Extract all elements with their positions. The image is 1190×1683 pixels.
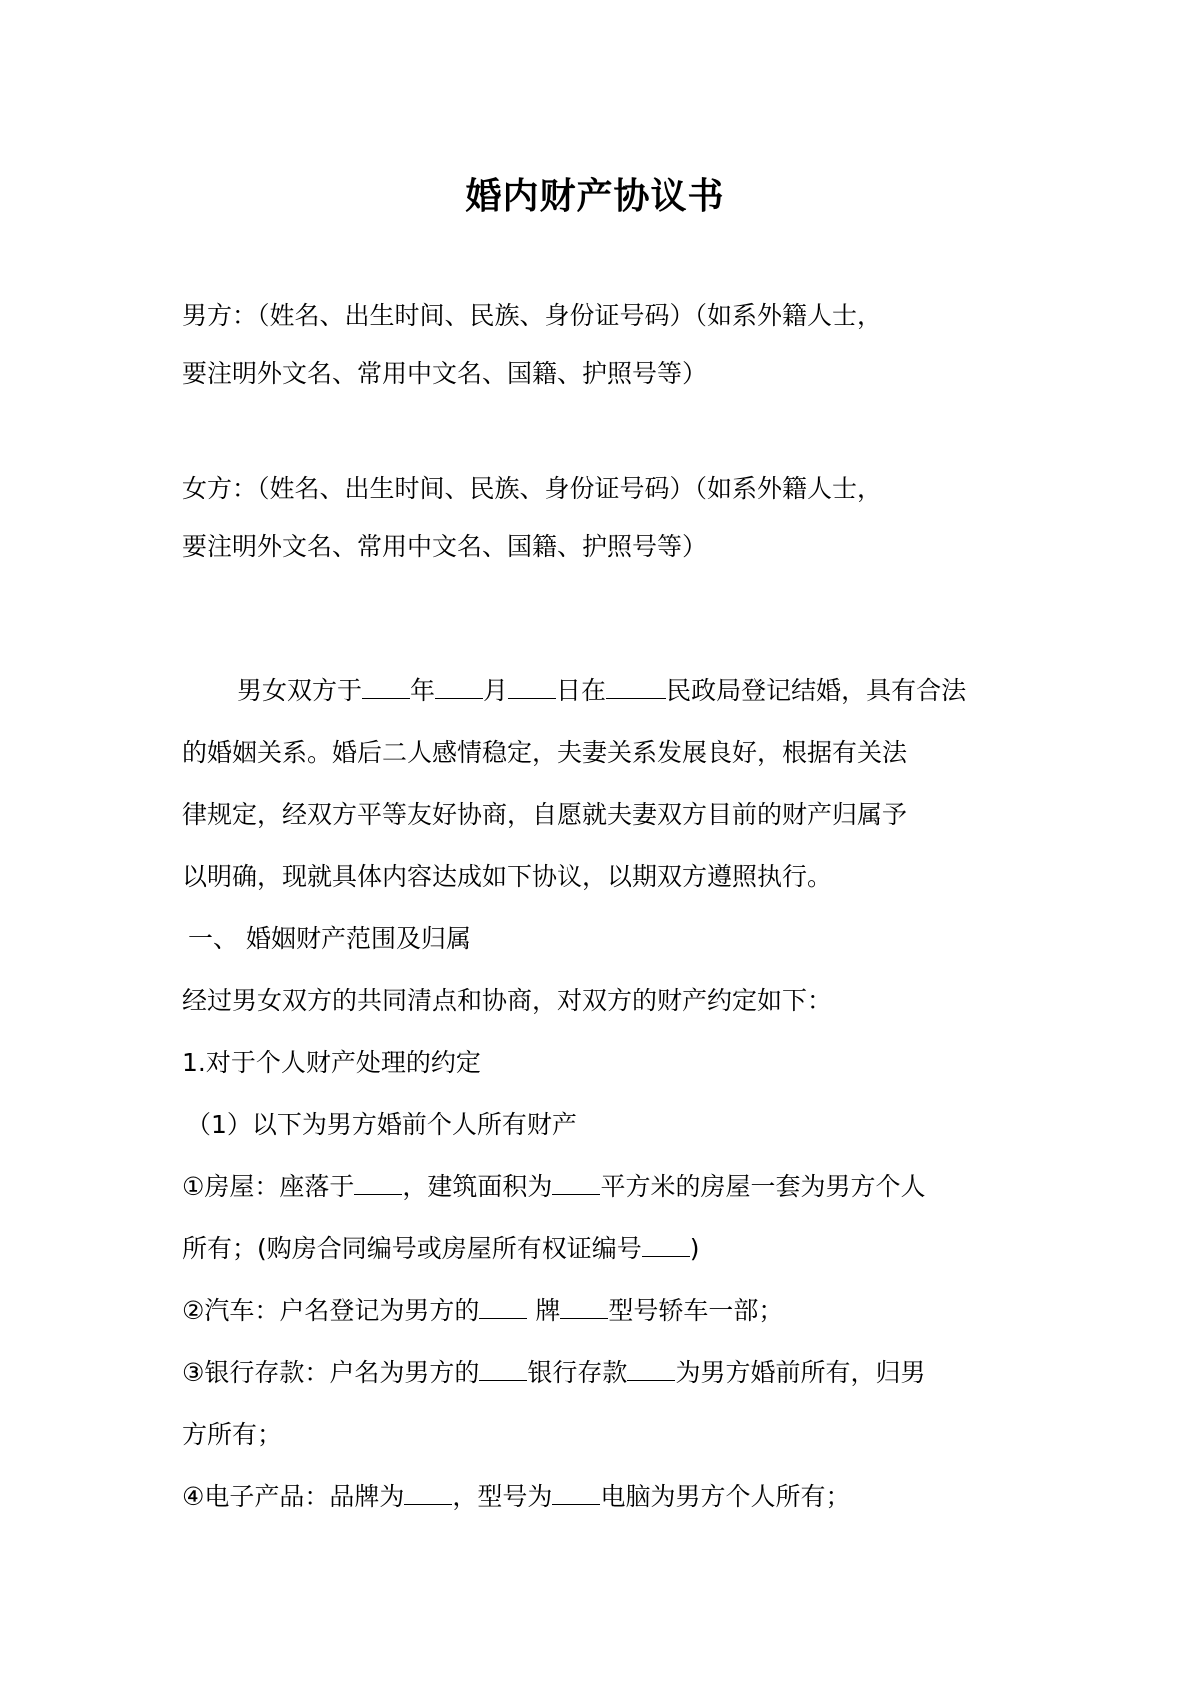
preamble-text: 民政局登记结婚，具有合法 — [666, 676, 967, 705]
electronics-text: ④电子产品：品牌为 — [182, 1482, 405, 1511]
electronics-text: 电脑为男方个人所有； — [600, 1482, 851, 1511]
house-text: ) — [689, 1234, 700, 1263]
electronics-brand-blank[interactable] — [404, 1482, 452, 1505]
house-line1 — [182, 1171, 925, 1203]
male-party-line2: 要注明外文名、常用中文名、国籍、护照号等） — [182, 359, 708, 388]
bank-text: 为男方婚前所有，归男 — [675, 1358, 926, 1387]
bank-text: 银行存款 — [527, 1358, 628, 1387]
deposit-amount-blank[interactable] — [627, 1358, 675, 1381]
document-title: 婚内财产协议书 — [465, 175, 725, 217]
house-area-blank[interactable] — [552, 1172, 600, 1195]
preamble-text: 日在 — [556, 676, 607, 705]
house-location-blank[interactable] — [354, 1172, 402, 1195]
car-text: 牌 — [527, 1296, 561, 1325]
item1-heading: 1.对于个人财产处理的约定 — [182, 1048, 481, 1077]
car-text: ②汽车：户名登记为男方的 — [182, 1296, 480, 1325]
preamble-line2: 的婚姻关系。婚后二人感情稳定，夫妻关系发展良好，根据有关法 — [182, 738, 908, 767]
preamble-text: 月 — [483, 676, 509, 705]
car-text: 型号轿车一部； — [608, 1296, 784, 1325]
house-text: ①房屋：座落于 — [182, 1172, 355, 1201]
electronics-model-blank[interactable] — [552, 1482, 600, 1505]
year-blank[interactable] — [362, 676, 410, 699]
house-text: 平方米的房屋一套为男方个人 — [600, 1172, 926, 1201]
male-party-line1: 男方：（姓名、出生时间、民族、身份证号码）（如系外籍人士， — [182, 301, 883, 330]
electronics-text: ，型号为 — [452, 1482, 553, 1511]
car-model-blank[interactable] — [560, 1296, 608, 1319]
subitem1-heading: （1）以下为男方婚前个人所有财产 — [186, 1110, 577, 1139]
female-party-line2: 要注明外文名、常用中文名、国籍、护照号等） — [182, 532, 708, 561]
house-line2 — [182, 1233, 700, 1265]
day-blank[interactable] — [508, 676, 556, 699]
house-text: 所有；(购房合同编号或房屋所有权证编号 — [182, 1234, 642, 1263]
preamble-text: 男女双方于 — [237, 676, 363, 705]
bank-line1 — [182, 1357, 925, 1389]
section1-heading: 一、 婚姻财产范围及归属 — [188, 924, 471, 953]
house-text: ，建筑面积为 — [402, 1172, 553, 1201]
female-party-line1: 女方：（姓名、出生时间、民族、身份证号码）（如系外籍人士， — [182, 474, 883, 503]
electronics-line — [182, 1481, 850, 1513]
bank-name-blank[interactable] — [479, 1358, 527, 1381]
bank-line2: 方所有； — [182, 1420, 283, 1449]
section1-intro: 经过男女双方的共同清点和协商，对双方的财产约定如下： — [182, 986, 833, 1015]
car-line — [182, 1295, 783, 1327]
preamble-line3: 律规定，经双方平等友好协商，自愿就夫妻双方目前的财产归属予 — [182, 800, 908, 829]
preamble-line1 — [237, 675, 966, 707]
preamble-text: 年 — [410, 676, 436, 705]
bank-text: ③银行存款：户名为男方的 — [182, 1358, 480, 1387]
preamble-line4: 以明确，现就具体内容达成如下协议，以期双方遵照执行。 — [182, 862, 833, 891]
certificate-number-blank[interactable] — [642, 1234, 690, 1257]
month-blank[interactable] — [435, 676, 483, 699]
civil-affairs-bureau-blank[interactable] — [606, 676, 666, 699]
car-brand-blank[interactable] — [479, 1296, 527, 1319]
